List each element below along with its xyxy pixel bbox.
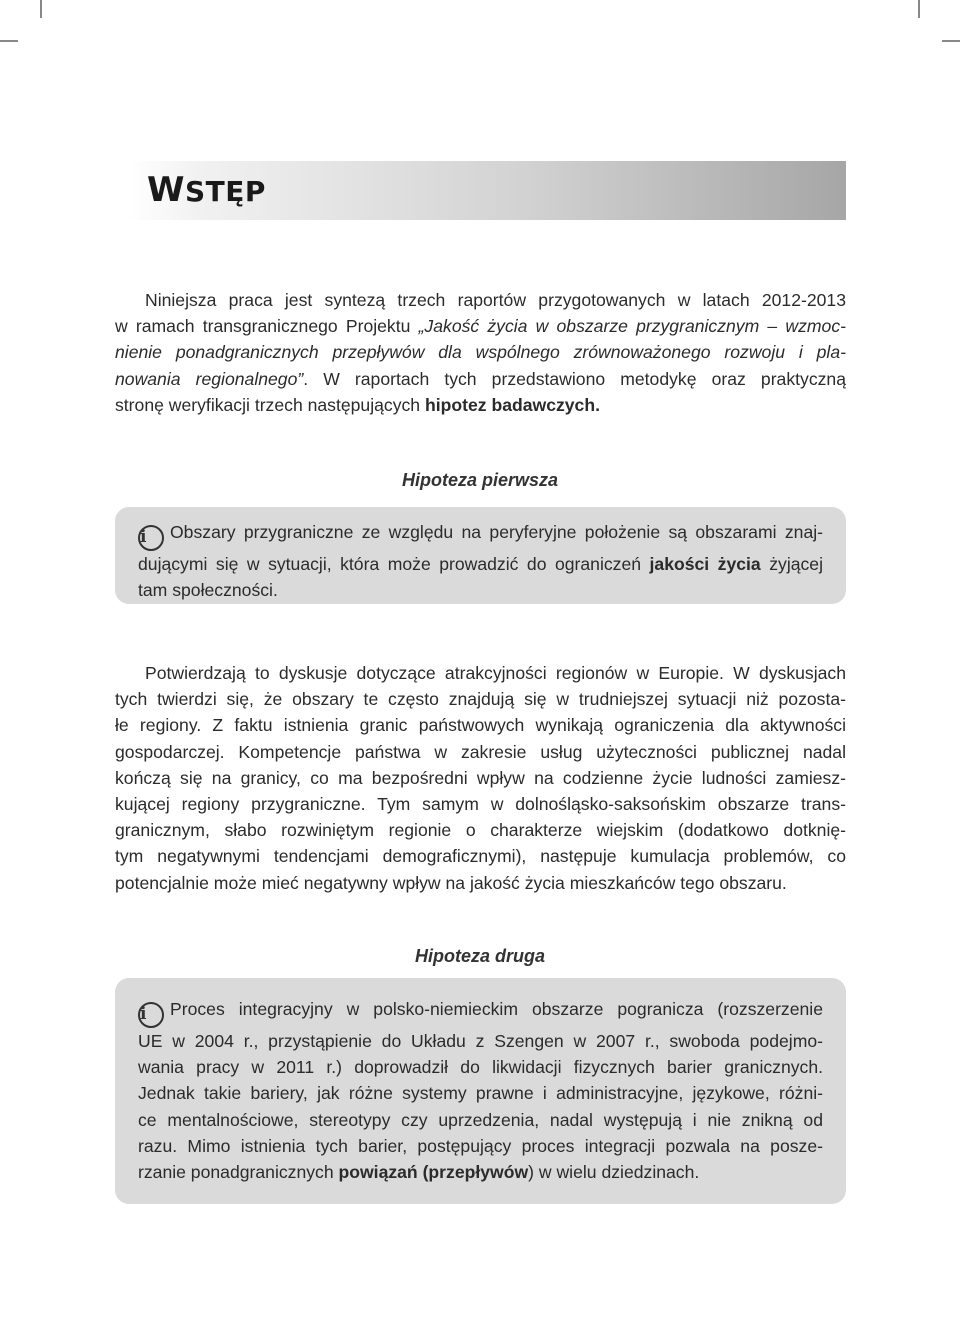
hypothesis-line: UE w 2004 r., przystąpienie do Układu z Szengen w 2007 r., swoboda podejmo- [138,1031,823,1051]
project-title: nienie ponadgranicznych przepływów dla wspólnego zrównoważonego rozwoju i pla- [115,342,846,363]
hypothesis-text: Proces integracyjny w polsko-niemieckim obszarze pogranicza (rozszerzenie [170,999,823,1019]
hypothesis-line: razu. Mimo istnienia tych barier, postępujący proces integracji pozwala na posze- [138,1135,823,1156]
hypothesis-emphasis: powiązań (przepływów [338,1162,529,1183]
body-line: Potwierdzają to dyskusje dotyczące atrakcyjności regionów w Europie. W dyskusjach [145,663,846,683]
crop-mark [918,0,920,18]
intro-line [115,366,846,392]
body-line: gospodarczej. Kompetencje państwa w zakresie usług użyteczności publicznej nadal [115,741,846,762]
hypothesis-line: Jednak takie bariery, jak różne systemy prawne i administracyjne, językowe, różni- [138,1083,823,1104]
intro-text: w ramach transgranicznego Projektu [115,316,419,337]
page-title [147,166,266,216]
crop-mark [942,40,960,42]
hypothesis-emphasis: jakości życia [649,554,761,574]
intro-text: stronę weryfikacji trzech następujących [115,394,425,415]
title-rest: STĘP [185,175,266,208]
body-line: tym negatywnymi tendencjami demograficznymi), następuje kumulacja problemów, co [115,846,846,867]
hypothesis-2-heading: Hipoteza druga [414,946,545,966]
hypothesis-text: żyjącej [760,554,823,574]
intro-text: . W raportach tych przedstawiono metodykę oraz praktyczną [303,368,846,389]
hypothesis-line: wania pracy w 2011 r.) doprowadził do likwidacji fizycznych barier granicznych. [138,1057,823,1078]
hypothesis-text: Obszary przygraniczne ze względu na peryferyjne położenie są obszarami znaj- [170,522,823,542]
body-line: łe regiony. Z faktu istnienia granic państwowych wynikają ograniczenia dla aktywności [115,715,846,736]
intro-line: Niniejsza praca jest syntezą trzech raportów przygotowanych w latach 2012-2013 [145,290,846,310]
hypothesis-2-text [138,996,823,1185]
body-line: potencjalnie może mieć negatywny wpływ na jakość życia mieszkańców tego obszaru. [115,872,787,893]
hypothesis-line [138,996,823,1028]
info-icon: i [138,1002,164,1028]
title-initial: W [147,170,186,210]
intro-emphasis: hipotez badawczych. [424,394,600,415]
hypothesis-line [138,551,823,577]
body-line: granicznym, słabo rozwiniętym regionie o charakterze wiejskim (dodatkowo dotknię- [115,820,846,841]
hypothesis-text: rzanie ponadgranicznych [138,1162,339,1183]
body-line: kończą się na granicy, co ma bezpośredni wpływ na codzienne życie ludności zamiesz- [115,767,846,788]
info-icon: i [138,525,164,551]
hypothesis-line: ce mentalnościowe, stereotypy czy uprzedzenia, nadal występują i nie znikną od [138,1109,823,1130]
crop-mark [40,0,42,18]
body-line: tych twierdzi się, że obszary te często znajdują się w trudniejszej sytuacji niż pozosta- [115,689,846,710]
intro-line [115,392,846,418]
intro-line [115,339,846,365]
crop-mark [0,40,18,42]
body-paragraph [115,660,846,896]
hypothesis-line [138,519,823,551]
intro-paragraph [115,287,846,418]
hypothesis-1-text [138,519,823,603]
project-title: nowania regionalnego” [115,368,304,389]
hypothesis-line: tam społeczności. [138,580,278,601]
hypothesis-text: ) w wielu dziedzinach. [528,1162,700,1183]
title-bar [130,161,846,220]
hypothesis-line [138,1159,823,1185]
body-line: kującej regiony przygraniczne. Tym samym w dolnośląsko-saksońskim obszarze trans- [115,794,846,815]
intro-line [115,313,846,339]
hypothesis-1-heading: Hipoteza pierwsza [401,470,559,490]
project-title: „Jakość życia w obszarze przygranicznym – wzmoc- [418,316,846,337]
hypothesis-text: dującymi się w sytuacji, która może prowadzić do ograniczeń [138,554,650,574]
